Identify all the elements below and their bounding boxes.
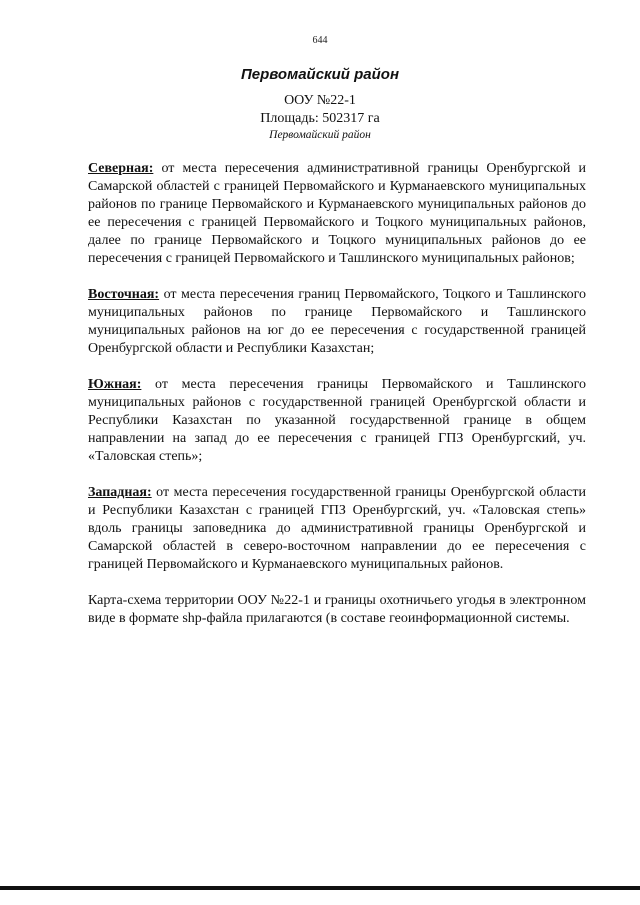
section-east-label: Восточная: — [88, 287, 160, 302]
section-north — [88, 160, 586, 268]
section-west — [88, 484, 586, 574]
zone-meta — [0, 92, 640, 142]
page-title: Первомайский район — [240, 66, 400, 83]
page-number: 644 — [312, 35, 328, 46]
section-south-label: Южная: — [88, 377, 142, 392]
section-south — [88, 376, 586, 466]
zone-area: Площадь: 502317 га — [260, 111, 380, 126]
section-west-label: Западная: — [88, 485, 152, 500]
section-north-text: от места пересечения административной границы Оренбургской и Самарской областей с границей Первомайского и Курманаевского муниципальных районов по границе Первомайского и Курманаевского муниципальных районов до ее пересечения с границей Первомайского и Тоцкого муниципальных районов, далее по границе Первомайского и Тоцкого муниципальных районов до ее пересечения с границей Первомайского и Ташлинского муниципальных районов; — [88, 161, 586, 266]
section-east — [88, 286, 586, 358]
section-west-text: от места пересечения государственной границы Оренбургской области и Республики Казахстан с границей ГПЗ Оренбургский, уч. «Таловская степь» вдоль границы заповедника до административной границы Оренбургской и Самарской областей в северо-восточном направлении до ее пересечения с границей Первомайского и Курманаевского муниципальных районов. — [88, 485, 586, 572]
section-south-text: от места пересечения границы Первомайского и Ташлинского муниципальных районов с государственной границей Оренбургской области и Республики Казахстан по указанной государственной границе в общем направлении на запад до ее пересечения с границей ГПЗ Оренбургский, уч. «Таловская степь»; — [88, 377, 586, 464]
boundary-description — [88, 160, 586, 646]
zone-id: ООУ №22-1 — [284, 93, 356, 108]
zone-district: Первомайский район — [269, 129, 371, 141]
footer-rule — [0, 886, 640, 890]
section-east-text: от места пересечения границ Первомайского, Тоцкого и Ташлинского муниципальных районов по границе Первомайского и Ташлинского муниципальных районов на юг до ее пересечения с государственной границей Оренбургской области и Республики Казахстан; — [88, 287, 586, 356]
closing-paragraph: Карта-схема территории ООУ №22-1 и границы охотничьего угодья в электронном виде в формате shp-файла прилагаются (в составе геоинформационной системы. — [88, 593, 586, 626]
section-north-label: Северная: — [88, 161, 154, 176]
